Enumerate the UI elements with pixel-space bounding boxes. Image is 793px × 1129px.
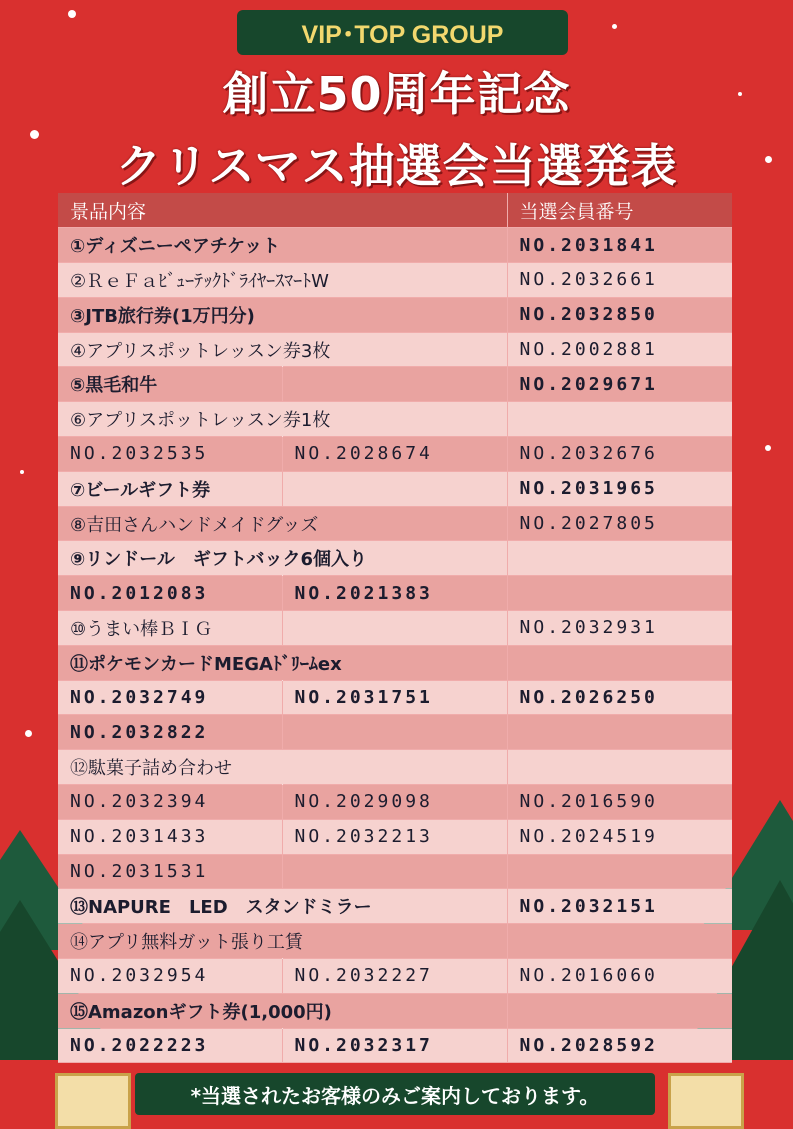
table-row <box>58 506 732 541</box>
table-row <box>58 819 732 854</box>
snowflake <box>68 10 76 18</box>
footer-note: *当選されたお客様のみご案内しております。 <box>135 1073 655 1115</box>
winner-number: NO.2029098 <box>282 785 507 820</box>
table-row <box>58 263 732 298</box>
winner-number: NO.2032317 <box>282 1028 507 1063</box>
winner-number <box>282 471 507 506</box>
table-row <box>58 889 732 924</box>
winner-number <box>507 576 732 611</box>
prize-name: ⑤黒毛和牛 <box>58 367 282 402</box>
winner-number <box>282 854 507 889</box>
table-row <box>58 924 732 959</box>
winner-number: NO.2032676 <box>507 437 732 472</box>
winner-number: NO.2028674 <box>282 437 507 472</box>
snowflake <box>765 445 771 451</box>
table-row <box>58 785 732 820</box>
winner-number: NO.2016060 <box>507 959 732 994</box>
prize-name: ②ＲｅＦａﾋﾞｭｰﾃｯｸﾄﾞﾗｲﾔｰｽﾏｰﾄW <box>58 263 507 298</box>
page-title-line1: 創立50周年記念 <box>222 67 571 121</box>
winner-number <box>507 924 732 959</box>
prize-name: ①ディズニーペアチケット <box>58 228 507 263</box>
winner-number <box>282 715 507 750</box>
prize-name: ⑬NAPURE LED スタンドミラー <box>58 889 507 924</box>
table-row <box>58 402 732 437</box>
table-row <box>58 228 732 263</box>
winner-number: NO.2002881 <box>507 332 732 367</box>
winner-number: NO.2032535 <box>58 437 282 472</box>
prize-name: ⑩うまい棒ＢＩＧ <box>58 611 282 646</box>
winner-number <box>507 645 732 680</box>
prize-name: ⑥アプリスポットレッスン券1枚 <box>58 402 507 437</box>
winner-number <box>507 541 732 576</box>
table-row <box>58 611 732 646</box>
winner-number: NO.2032227 <box>282 959 507 994</box>
table-row <box>58 332 732 367</box>
prize-name: ⑮Amazonギフト券(1,000円) <box>58 993 507 1028</box>
winner-number: NO.2026250 <box>507 680 732 715</box>
column-header-prize: 景品内容 <box>58 193 507 228</box>
table-row <box>58 297 732 332</box>
group-badge: VIP･TOP GROUP <box>237 10 568 55</box>
table-row <box>58 576 732 611</box>
winner-number: NO.2031433 <box>58 819 282 854</box>
table-row <box>58 854 732 889</box>
winner-number: NO.2032394 <box>58 785 282 820</box>
winner-number <box>282 611 507 646</box>
winner-number: NO.2031531 <box>58 854 282 889</box>
table-row <box>58 993 732 1028</box>
winner-number: NO.2032822 <box>58 715 282 750</box>
table-row <box>58 471 732 506</box>
table-row <box>58 680 732 715</box>
winner-number: NO.2012083 <box>58 576 282 611</box>
winner-number <box>507 993 732 1028</box>
winner-number: NO.2024519 <box>507 819 732 854</box>
table-row <box>58 541 732 576</box>
gift-box-icon <box>668 1073 744 1129</box>
prize-name: ⑧吉田さんハンドメイドグッズ <box>58 506 507 541</box>
page-title-line2: クリスマス抽選会当選発表 <box>115 139 678 193</box>
gift-box-icon <box>55 1073 131 1129</box>
table-row <box>58 437 732 472</box>
snowflake <box>20 470 24 474</box>
snowflake <box>25 730 32 737</box>
prize-name: ⑭アプリ無料ガット張り工賃 <box>58 924 507 959</box>
prize-name: ⑦ビールギフト券 <box>58 471 282 506</box>
table-row <box>58 750 732 785</box>
prize-name: ⑫駄菓子詰め合わせ <box>58 750 507 785</box>
winner-number <box>507 854 732 889</box>
prize-name: ④アプリスポットレッスン券3枚 <box>58 332 507 367</box>
table-row <box>58 959 732 994</box>
prize-name: ⑪ポケモンカードMEGAﾄﾞﾘｰﾑex <box>58 645 507 680</box>
winner-number: NO.2022223 <box>58 1028 282 1063</box>
winner-number <box>282 367 507 402</box>
winner-number: NO.2032661 <box>507 263 732 298</box>
winner-number: NO.2032151 <box>507 889 732 924</box>
table-row <box>58 367 732 402</box>
winner-number: NO.2028592 <box>507 1028 732 1063</box>
table-row <box>58 1028 732 1063</box>
table-row <box>58 715 732 750</box>
winner-number: NO.2029671 <box>507 367 732 402</box>
winner-number: NO.2031841 <box>507 228 732 263</box>
winner-number <box>507 750 732 785</box>
winner-number: NO.2032749 <box>58 680 282 715</box>
winner-number: NO.2032213 <box>282 819 507 854</box>
table-row <box>58 645 732 680</box>
winner-number: NO.2032954 <box>58 959 282 994</box>
winner-number: NO.2031751 <box>282 680 507 715</box>
winner-number: NO.2032931 <box>507 611 732 646</box>
column-header-number: 当選会員番号 <box>507 193 732 228</box>
snowflake <box>612 24 617 29</box>
winner-number: NO.2031965 <box>507 471 732 506</box>
winner-number: NO.2016590 <box>507 785 732 820</box>
table-header-row <box>58 193 732 228</box>
winner-number: NO.2032850 <box>507 297 732 332</box>
prize-name: ⑨リンドール ギフトバック6個入り <box>58 541 507 576</box>
winner-number <box>507 402 732 437</box>
winners-table <box>58 193 732 1063</box>
prize-name: ③JTB旅行券(1万円分) <box>58 297 507 332</box>
winner-number <box>507 715 732 750</box>
winner-number: NO.2021383 <box>282 576 507 611</box>
winner-number: NO.2027805 <box>507 506 732 541</box>
